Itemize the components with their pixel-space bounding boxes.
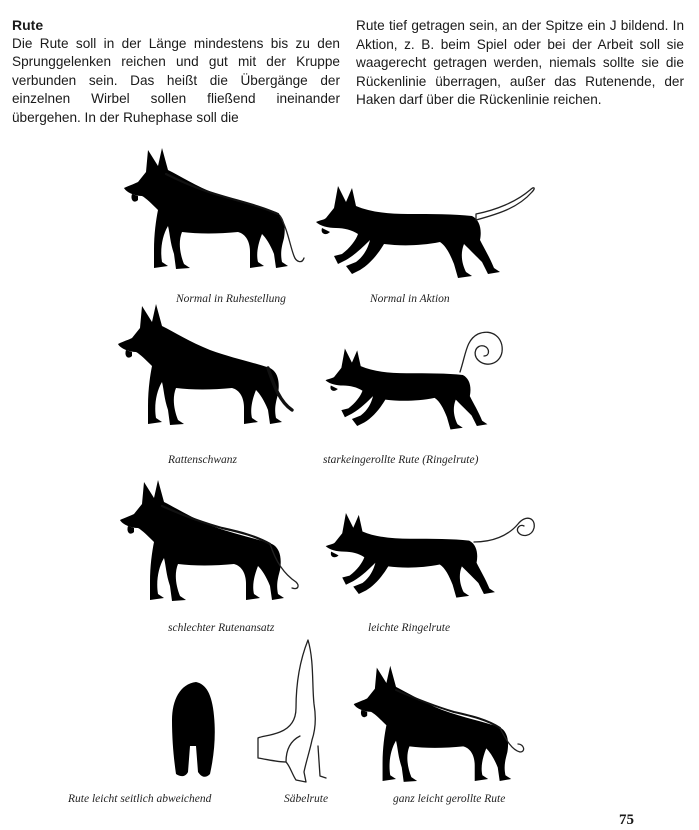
caption-poor-tail-set: schlechter Rutenansatz bbox=[168, 622, 275, 634]
paragraph-right: Rute tief getragen sein, an der Spitze ein J bildend. In Aktion, z. B. beim Spiel oder bei der Arbeit soll sie waagerecht getragen werden, niemals sollte sie die Rückenlinie überragen, außer das Rutenende, der Haken darf über die Rückenlinie reichen. bbox=[356, 18, 684, 108]
caption-ring-tail: starkeingerollte Rute (Ringelrute) bbox=[323, 454, 479, 466]
section-heading: Rute bbox=[12, 17, 44, 33]
illustration-slightly-curled-tail bbox=[342, 658, 542, 798]
illustration-normal-rest bbox=[118, 142, 308, 282]
caption-rat-tail: Rattenschwanz bbox=[168, 454, 237, 466]
text-column-left bbox=[12, 16, 340, 128]
text-column-right bbox=[356, 17, 684, 110]
paragraph-left: Die Rute soll in der Länge mindestens bis zu den Sprunggelenken reichen und gut mit der Kruppe verbunden sein. Das heißt die Übergänge der einzelnen Wirbel sollen fließend ineinander übergehen. In der Ruhephase soll die bbox=[12, 35, 340, 125]
illustration-rat-tail bbox=[108, 294, 308, 444]
caption-slight-ring-tail: leichte Ringelrute bbox=[368, 622, 451, 634]
illustration-saber-tail bbox=[256, 636, 336, 786]
caption-tail-sideways: Rute leicht seitlich abweichend bbox=[68, 793, 212, 805]
illustration-ring-tail bbox=[322, 326, 522, 456]
page-number: 75 bbox=[619, 812, 634, 828]
caption-normal-rest: Normal in Ruhestellung bbox=[176, 293, 286, 305]
caption-saber-tail: Säbelrute bbox=[284, 793, 329, 805]
illustration-tail-sideways bbox=[166, 676, 226, 786]
illustration-poor-tail-set bbox=[110, 470, 310, 620]
illustration-normal-action bbox=[312, 174, 542, 294]
illustration-slight-ring-tail bbox=[322, 496, 542, 626]
caption-slightly-curled-tail: ganz leicht gerollte Rute bbox=[393, 793, 506, 805]
caption-normal-action: Normal in Aktion bbox=[370, 293, 450, 305]
